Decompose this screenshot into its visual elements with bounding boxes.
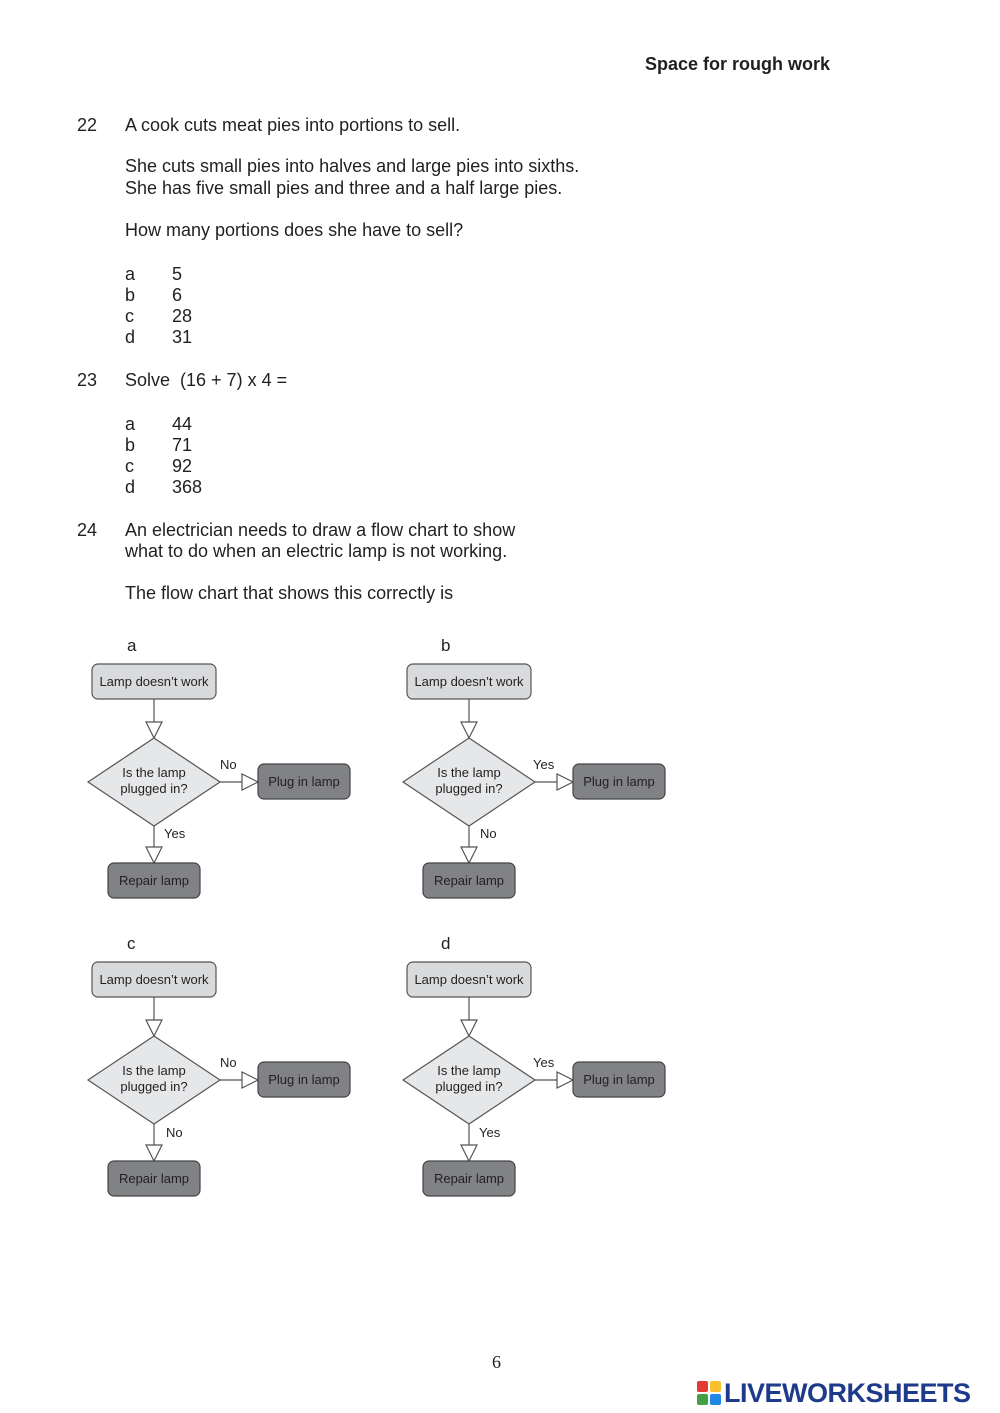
flowchart-c[interactable] [86,960,356,1200]
down-branch-label: No [166,1125,183,1140]
arrow-head [146,1020,162,1036]
start-box-label: Lamp doesn’t work [99,972,209,987]
q23-option-b-letter: b [125,435,136,455]
logo-square-2 [710,1381,721,1392]
flowchart-c-letter: c [127,934,136,953]
arrow-head [242,1072,258,1088]
flowchart-b[interactable] [401,662,671,902]
arrow-head [146,722,162,738]
liveworksheets-logo[interactable] [697,1378,971,1408]
flowchart-d-letter: d [441,934,451,953]
arrow-head [461,722,477,738]
logo-mark-icon [697,1381,721,1405]
decision-line-1: Is the lamp [122,1063,186,1078]
decision-line-1: Is the lamp [122,765,186,780]
start-box-label: Lamp doesn’t work [99,674,209,689]
arrow-head [146,1145,162,1161]
question-22-line-2: She cuts small pies into halves and large pies into sixths. [125,156,580,176]
decision-line-2: plugged in? [435,1079,503,1094]
down-branch-label: Yes [164,826,186,841]
bottom-box-label: Repair lamp [433,1171,505,1186]
bottom-box-label: Repair lamp [433,873,505,888]
q22-option-a-value[interactable]: 5 [172,264,183,284]
decision-line-1: Is the lamp [437,765,501,780]
question-22-line-3: She has five small pies and three and a half large pies. [125,178,563,198]
arrow-head [557,1072,573,1088]
brand-name: LIVEWORKSHEETS [724,1377,971,1408]
down-branch-label: Yes [479,1125,501,1140]
right-box-label: Plug in lamp [268,774,340,789]
arrow-head [461,847,477,863]
arrow-head [242,774,258,790]
decision-line-2: plugged in? [120,1079,188,1094]
q23-option-d-value[interactable]: 368 [172,477,203,497]
question-23-number: 23 [77,370,98,390]
q23-option-d-letter: d [125,477,136,497]
decision-line-1: Is the lamp [437,1063,501,1078]
q22-option-b-letter: b [125,285,136,305]
q23-option-a-letter: a [125,414,136,434]
question-22-prompt: How many portions does she have to sell? [125,220,464,240]
arrow-head [461,1145,477,1161]
q23-option-b-value[interactable]: 71 [172,435,193,455]
question-24-line-2: what to do when an electric lamp is not working. [125,541,508,561]
flowchart-d[interactable] [401,960,671,1200]
right-box-label: Plug in lamp [583,1072,655,1087]
q22-option-d-value[interactable]: 31 [172,327,193,347]
rough-work-heading: Space for rough work [645,54,831,74]
logo-square-1 [697,1381,708,1392]
arrow-head [461,1020,477,1036]
logo-square-4 [710,1394,721,1405]
q22-option-c-value[interactable]: 28 [172,306,193,326]
right-branch-label: Yes [533,757,555,772]
question-22-number: 22 [77,115,98,135]
bottom-box-label: Repair lamp [118,873,190,888]
right-box-label: Plug in lamp [583,774,655,789]
right-branch-label: No [220,1055,237,1070]
bottom-box-label: Repair lamp [118,1171,190,1186]
q22-option-d-letter: d [125,327,136,347]
q22-option-b-value[interactable]: 6 [172,285,183,305]
right-branch-label: Yes [533,1055,555,1070]
down-branch-label: No [480,826,497,841]
start-box-label: Lamp doesn’t work [414,674,524,689]
decision-line-2: plugged in? [435,781,503,796]
question-24-line-1: An electrician needs to draw a flow chart to show [125,520,516,540]
flowchart-b-letter: b [441,636,451,655]
decision-line-2: plugged in? [120,781,188,796]
right-branch-label: No [220,757,237,772]
question-23-text: Solve (16 + 7) x 4 = [125,370,288,390]
page-number: 6 [492,1352,501,1372]
logo-square-3 [697,1394,708,1405]
flowchart-a-letter: a [127,636,137,655]
q22-option-a-letter: a [125,264,136,284]
q22-option-c-letter: c [125,306,134,326]
arrow-head [146,847,162,863]
right-box-label: Plug in lamp [268,1072,340,1087]
question-24-number: 24 [77,520,98,540]
flowchart-a[interactable] [86,662,356,902]
q23-option-c-value[interactable]: 92 [172,456,193,476]
start-box-label: Lamp doesn’t work [414,972,524,987]
arrow-head [557,774,573,790]
question-24-prompt: The flow chart that shows this correctly is [125,583,454,603]
q23-option-a-value[interactable]: 44 [172,414,193,434]
q23-option-c-letter: c [125,456,134,476]
question-22-line-1: A cook cuts meat pies into portions to sell. [125,115,461,135]
